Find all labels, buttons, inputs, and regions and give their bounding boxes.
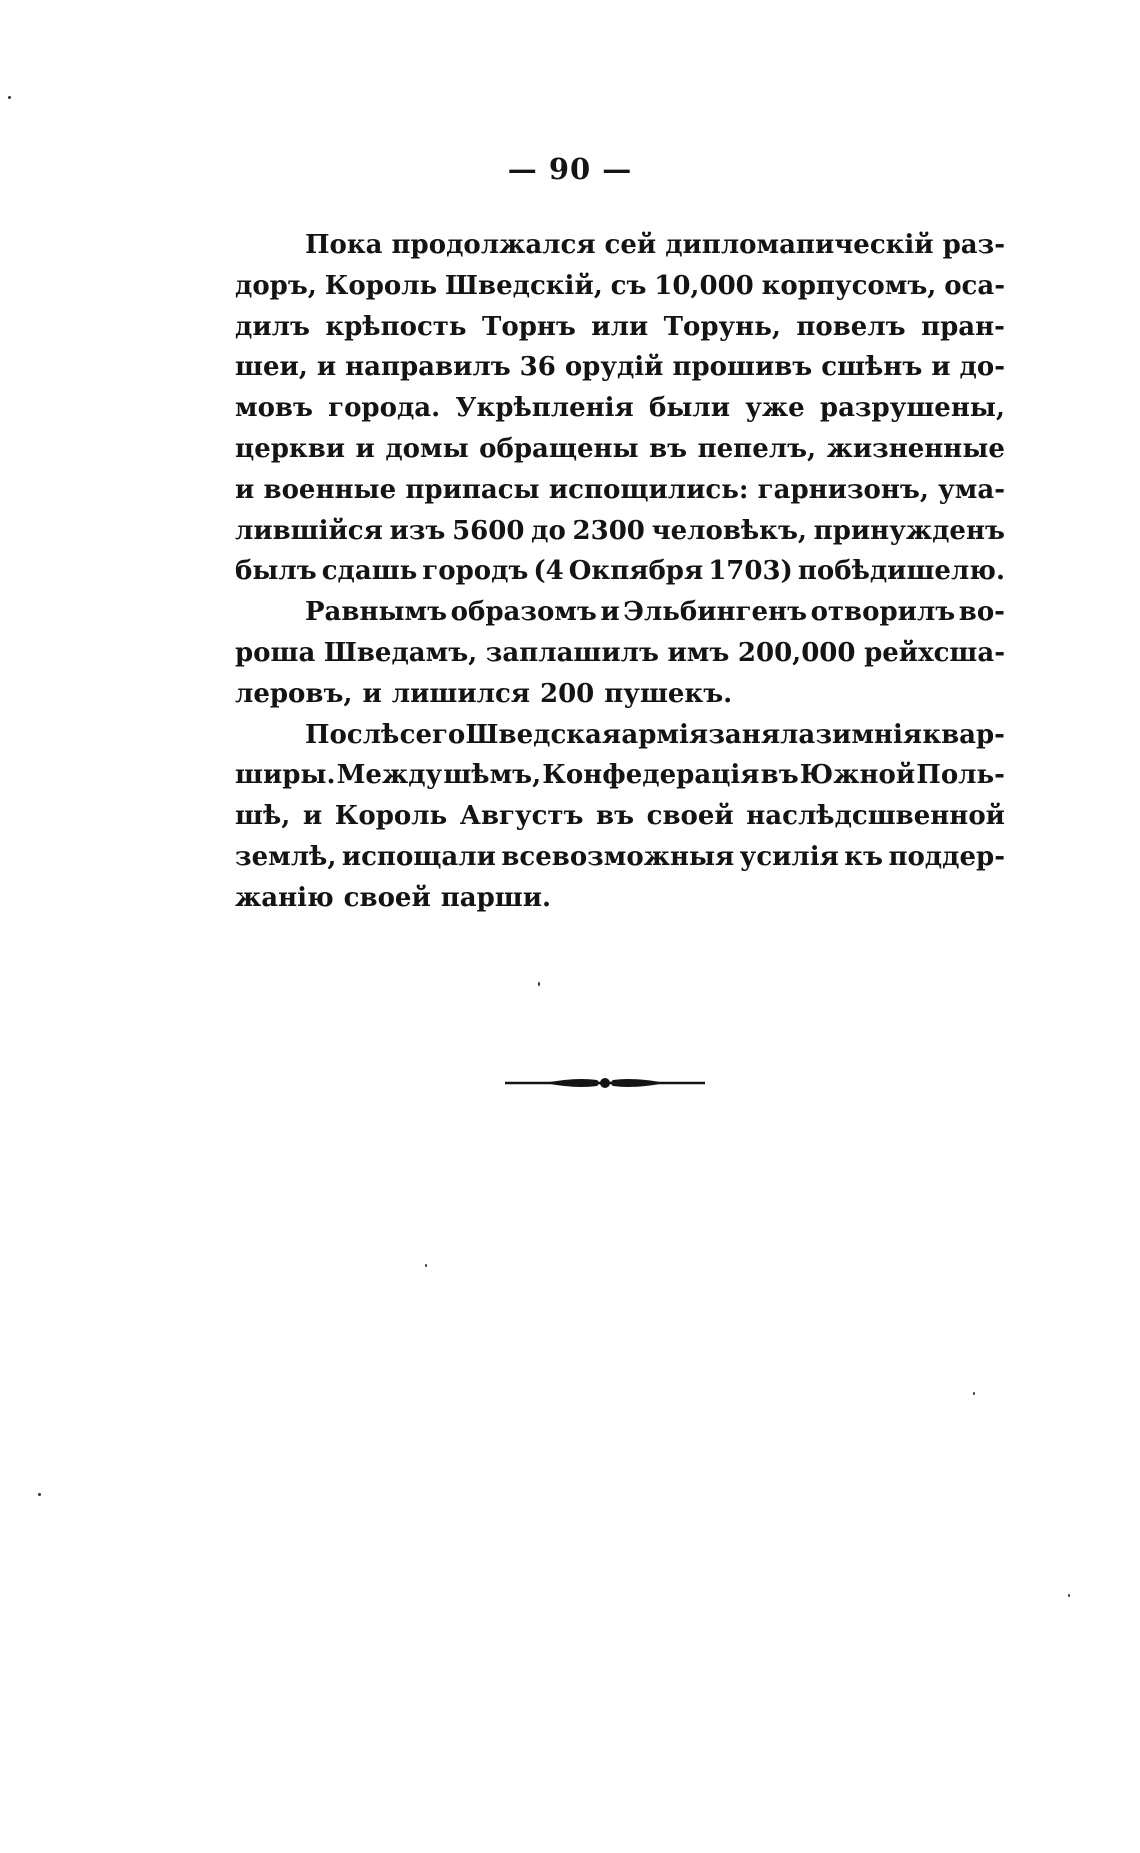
word: были: [648, 393, 731, 424]
word: сдашь: [321, 556, 418, 587]
word: Эльбингенъ: [623, 597, 808, 628]
word: (4: [533, 556, 564, 587]
word: припасы: [405, 474, 540, 505]
text-line: [235, 878, 1005, 919]
word: орудій: [564, 352, 664, 383]
word: раз-: [942, 230, 1005, 260]
word: сей: [604, 230, 657, 260]
word: къ: [844, 841, 884, 872]
word: Шведамъ,: [323, 637, 478, 668]
word: зимнія: [815, 719, 923, 750]
word: своей: [343, 882, 431, 913]
word: испощились:: [548, 474, 749, 505]
word: былъ: [235, 556, 317, 587]
text-line: [235, 551, 1005, 592]
word: рейхсша-: [864, 637, 1005, 668]
word: и: [600, 597, 620, 628]
word: принужденъ: [813, 515, 1005, 546]
text-line: [235, 266, 1005, 307]
word: роша: [235, 637, 316, 668]
word: шѣ,: [235, 801, 291, 832]
scan-speck: [1068, 1594, 1070, 1597]
word: Пока: [305, 230, 383, 260]
text-line: [235, 715, 1005, 756]
word: въ: [649, 433, 688, 464]
word: всевозможныя: [501, 841, 735, 872]
word: корпусомъ,: [761, 270, 937, 301]
word: въ: [596, 801, 635, 832]
scan-speck: [425, 1264, 427, 1267]
word: городъ: [422, 556, 529, 587]
word: 200: [539, 678, 595, 709]
word: дипломапическій: [665, 230, 934, 260]
word: церкви: [235, 433, 346, 464]
word: Между: [336, 760, 443, 791]
scan-speck: [38, 1493, 41, 1496]
text-line: [235, 388, 1005, 429]
word: повелъ: [796, 311, 906, 342]
word: побѣдишелю.: [797, 556, 1005, 587]
word: города.: [328, 393, 441, 424]
word: усилія: [739, 841, 839, 872]
word: домы: [385, 433, 469, 464]
text-line: [235, 347, 1005, 388]
text-line: [235, 429, 1005, 470]
word: наслѣдсшвенной: [746, 801, 1005, 832]
word: отворилъ: [810, 597, 956, 628]
word: сего: [399, 719, 466, 750]
word: жанію: [235, 882, 334, 913]
word: испощали: [341, 841, 496, 872]
word: съ: [610, 270, 647, 301]
text-line: [235, 592, 1005, 633]
word: Конфедерація: [542, 760, 760, 791]
word: и: [235, 474, 255, 505]
word: Король: [334, 801, 448, 832]
scan-speck: [538, 982, 540, 986]
word: армія: [621, 719, 709, 750]
word: пран-: [921, 311, 1005, 342]
text-line: [235, 511, 1005, 552]
word: поддер-: [888, 841, 1005, 872]
word: во-: [958, 597, 1005, 628]
word: Послѣ: [305, 719, 400, 750]
word: до: [531, 515, 566, 546]
word: гарнизонъ,: [757, 474, 929, 505]
word: изъ: [389, 515, 446, 546]
word: и: [931, 352, 951, 383]
word: и: [355, 433, 375, 464]
word: уже: [745, 393, 805, 424]
word: 200,000: [737, 637, 856, 668]
word: Поль-: [916, 760, 1005, 791]
word: 2300: [572, 515, 645, 546]
word: мовъ: [235, 393, 313, 424]
text-line: [235, 633, 1005, 674]
word: Торнъ: [482, 311, 576, 342]
word: парши.: [440, 882, 552, 913]
word: оса-: [944, 270, 1005, 301]
page-number: — 90 —: [507, 152, 633, 186]
text-line: [235, 470, 1005, 511]
word: Окпября: [568, 556, 704, 587]
word: ширы.: [235, 760, 336, 791]
word: Южной: [799, 760, 916, 791]
body-text: [235, 225, 1005, 919]
decorative-rule-icon: [505, 1068, 705, 1098]
word: прошивъ: [672, 352, 813, 383]
word: образомъ: [450, 597, 597, 628]
word: 10,000: [654, 270, 754, 301]
word: пепелъ,: [697, 433, 817, 464]
word: человѣкъ,: [651, 515, 807, 546]
word: Августъ: [459, 801, 584, 832]
text-line: [235, 796, 1005, 837]
word: обращены: [479, 433, 639, 464]
word: продолжался: [391, 230, 596, 260]
word: Равнымъ: [305, 597, 448, 628]
text-line: [235, 307, 1005, 348]
word: имъ: [667, 637, 730, 668]
word: и: [302, 801, 323, 832]
word: своей: [646, 801, 734, 832]
word: 5600: [452, 515, 525, 546]
word: Укрѣпленія: [455, 393, 634, 424]
word: леровъ,: [235, 678, 353, 709]
word: Король: [324, 270, 438, 301]
word: доръ,: [235, 270, 317, 301]
text-line: [235, 674, 1005, 715]
word: жизненные: [826, 433, 1005, 464]
word: 1703): [708, 556, 793, 587]
word: военные: [263, 474, 397, 505]
word: дилъ: [235, 311, 310, 342]
word: шеи,: [235, 352, 308, 383]
word: пушекъ.: [604, 678, 733, 709]
word: и: [362, 678, 382, 709]
text-line: [235, 755, 1005, 796]
word: лишился: [391, 678, 530, 709]
word: и: [316, 352, 337, 383]
word: разрушены,: [819, 393, 1005, 424]
text-line: [235, 837, 1005, 878]
word: крѣпость: [325, 311, 467, 342]
word: лившійся: [235, 515, 383, 546]
word: направилъ: [345, 352, 511, 383]
word: сшѣнъ: [821, 352, 923, 383]
word: 36: [519, 352, 556, 383]
scan-speck: [8, 96, 11, 99]
word: заняла: [708, 719, 816, 750]
text-line: [235, 225, 1005, 266]
word: до-: [959, 352, 1005, 383]
word: заплашилъ: [485, 637, 659, 668]
word: Шведскій,: [445, 270, 603, 301]
word: ума-: [938, 474, 1005, 505]
scan-speck: [973, 1392, 975, 1395]
word: въ: [760, 760, 799, 791]
word: квар-: [922, 719, 1005, 750]
word: шѣмъ,: [443, 760, 542, 791]
word: Шведская: [465, 719, 622, 750]
word: или: [591, 311, 649, 342]
word: землѣ,: [235, 841, 337, 872]
word: Торунь,: [663, 311, 781, 342]
